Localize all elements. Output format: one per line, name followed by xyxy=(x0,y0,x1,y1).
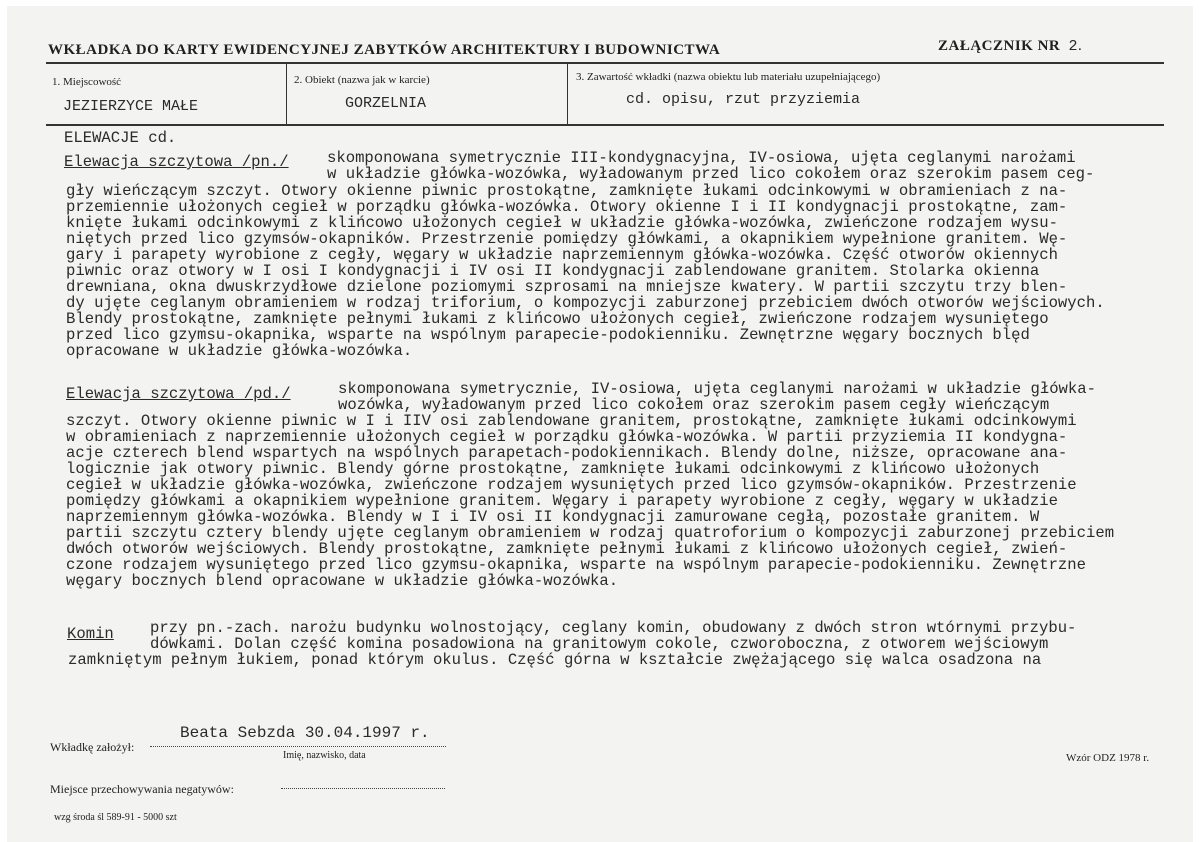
south-line: dwóch otworów wejściowych. Blendy prostokątne, zamknięte pełnymi łukami z klińcowo ułożonych cegieł, zwień- xyxy=(66,540,1068,558)
print-info: wzg środa śl 589-91 - 5000 szt xyxy=(54,812,177,823)
north-line: niętych przed lico gzymsów-okapników. Przestrzenie pomiędzy główkami, a okapnikiem wypełnione granitem. Wę- xyxy=(66,230,1068,248)
north-line: knięte łukami odcinkowymi z klińcowo ułożonych cegieł w układzie główka-wozówka, zwieńczone rodzajem wysu- xyxy=(66,214,1058,232)
form-title: WKŁADKA DO KARTY EWIDENCYJNEJ ZABYTKÓW ARCHITEKTURY I BUDOWNICTWA xyxy=(48,42,721,58)
south-line: partii szczytu cztery blendy ujęte ceglanym obramieniem w rodzaj quatroforium o kompozycji zaburzonej przebiciem xyxy=(66,524,1115,542)
contents-value[interactable]: cd. opisu, rzut przyziemia xyxy=(626,91,861,108)
north-line: piwnic oraz otwory w I osi I kondygnacji i IV osi II kondygnacji zablendowane granitem. Stolarka okienna xyxy=(66,262,1040,280)
south-line: cegieł w układzie główka-wozówka, zwieńczone rodzajem wysuniętych przed lico gzymsów-okapników. Przestrzenie xyxy=(66,476,1077,494)
south-line: czone rodzajem wysuniętego przed lico gzymsu-okapnika, wsparte na wspólnym parapecie-podokienniku. Zewnętrzne xyxy=(66,556,1086,574)
attachment-label: ZAŁĄCZNIK NR 2. xyxy=(938,38,1083,55)
north-line: gary i parapety wyrobione z cegły, węgary w układzie naprzemiennym główka-wozówka. Część otworów okiennych xyxy=(66,246,1058,264)
form-version: Wzór ODZ 1978 r. xyxy=(1066,752,1150,764)
north-line: drewniana, okna dwuskrzydłowe dzielone poziomymi szprosami na mniejsze kwatery. W partii szczytu trzy blen- xyxy=(66,278,1068,296)
field-divider-1 xyxy=(286,64,287,124)
negatives-dotline[interactable] xyxy=(281,788,445,789)
header-rule xyxy=(46,62,1164,64)
created-dotline xyxy=(150,746,446,747)
south-line: wozówka, wyładowanym przed lico cokołem oraz szerokim pasem cegły wieńczącym xyxy=(338,396,1050,414)
chimney-heading: Komin xyxy=(67,625,114,643)
south-line: w obramieniach z naprzemiennie ułożonych cegieł w porządku główka-wozówka. W partii przyziemia II kondygna- xyxy=(66,428,1068,446)
south-line: węgary bocznych blend opracowane w układzie główka-wozówka. xyxy=(66,572,619,590)
north-line: Blendy prostokątne, zamknięte pełnymi łukami z klińcowo ułożonych cegieł, zwieńczone rodzajem wysuniętego xyxy=(66,310,1049,328)
attachment-label-text: ZAŁĄCZNIK NR xyxy=(938,38,1061,54)
chimney-line: dówkami. Dolan część komina posadowiona na granitowym cokole, czworoboczna, z otworem wejściowym xyxy=(150,635,1049,653)
contents-label: 3. Zawartość wkładki (nazwa obiektu lub materiału uzupełniającego) xyxy=(576,71,881,83)
south-line: logicznie jak otwory piwnic. Blendy górne prostokątne, zamknięte łukami odcinkowymi z klińcowo ułożonych xyxy=(66,460,1040,478)
south-line: pomiędzy główkami a okapnikiem wypełnione granitem. Węgary i parapety wyrobione z cegły, węgary w układzie xyxy=(66,492,1058,510)
location-label: 1. Miejscowość xyxy=(52,76,122,88)
south-line: acje czterech blend wspartych na wspólnych parapetach-podokiennikach. Blendy dolne, niższe, opracowane ana- xyxy=(66,444,1068,462)
object-value[interactable]: GORZELNIA xyxy=(345,95,427,112)
negatives-label: Miejsce przechowywania negatywów: xyxy=(50,782,234,796)
attachment-number[interactable]: 2 xyxy=(1068,38,1079,55)
south-line: skomponowana symetrycznie, IV-osiowa, ujęta ceglanymi narożami w układzie główka- xyxy=(338,380,1096,398)
north-line: w układzie główka-wozówka, wyładowanym przed lico cokołem oraz szerokim pasem ceg- xyxy=(327,165,1095,183)
north-line: skomponowana symetrycznie III-kondygnacyjna, IV-osiowa, ujęta ceglanymi narożami xyxy=(327,149,1076,167)
fields-rule xyxy=(46,124,1164,126)
north-line: przed lico gzymsu-okapnika, wsparte na wspólnym parapecie-podokienniku. Zewnętrzne węgary bocznych blęd xyxy=(66,326,1030,344)
created-label: Wkładkę założył: xyxy=(50,740,135,754)
south-line: szczyt. Otwory okienne piwnic w I i IIV osi zablendowane granitem, prostokątne, zamknięte łukami odcinkowymi xyxy=(66,412,1077,430)
created-caption: Imię, nazwisko, data xyxy=(283,750,366,761)
north-line: przemiennie ułożonych cegieł w porządku główka-wozówka. Otwory okienne I i II kondygnacji prostokątne, zam- xyxy=(66,198,1068,216)
chimney-line: zamkniętym pełnym łukiem, ponad którym okulus. Część górna w kształcie zwężającego się walca osadzona na xyxy=(68,651,1042,669)
created-value[interactable]: Beata Sebzda 30.04.1997 r. xyxy=(180,724,430,742)
north-line: gły wieńczącym szczyt. Otwory okienne piwnic prostokątne, zamknięte łukami odcinkowymi w obramieniach z na- xyxy=(66,182,1068,200)
field-divider-2 xyxy=(567,64,568,124)
object-label: 2. Obiekt (nazwa jak w karcie) xyxy=(294,74,430,86)
south-heading: Elewacja szczytowa /pd./ xyxy=(66,385,291,403)
north-line: opracowane w układzie główka-wozówka. xyxy=(66,342,413,360)
location-value[interactable]: JEZIERZYCE MAŁE xyxy=(63,98,199,115)
north-line: dy ujęte ceglanym obramieniem w rodzaj triforium, o kompozycji zaburzonej przebiciem dwóch otworów wejściowych. xyxy=(66,294,1105,312)
section-intro: ELEWACJE cd. xyxy=(64,129,177,147)
north-heading: Elewacja szczytowa /pn./ xyxy=(64,153,289,171)
chimney-line: przy pn.-zach. narożu budynku wolnostojący, ceglany komin, obudowany z dwóch stron wtórnymi przybu- xyxy=(150,619,1077,637)
south-line: naprzemiennym główka-wozówka. Blendy w I i IV osi II kondygnacji zamurowane cegłą, pozostałe granitem. W xyxy=(66,508,1040,526)
